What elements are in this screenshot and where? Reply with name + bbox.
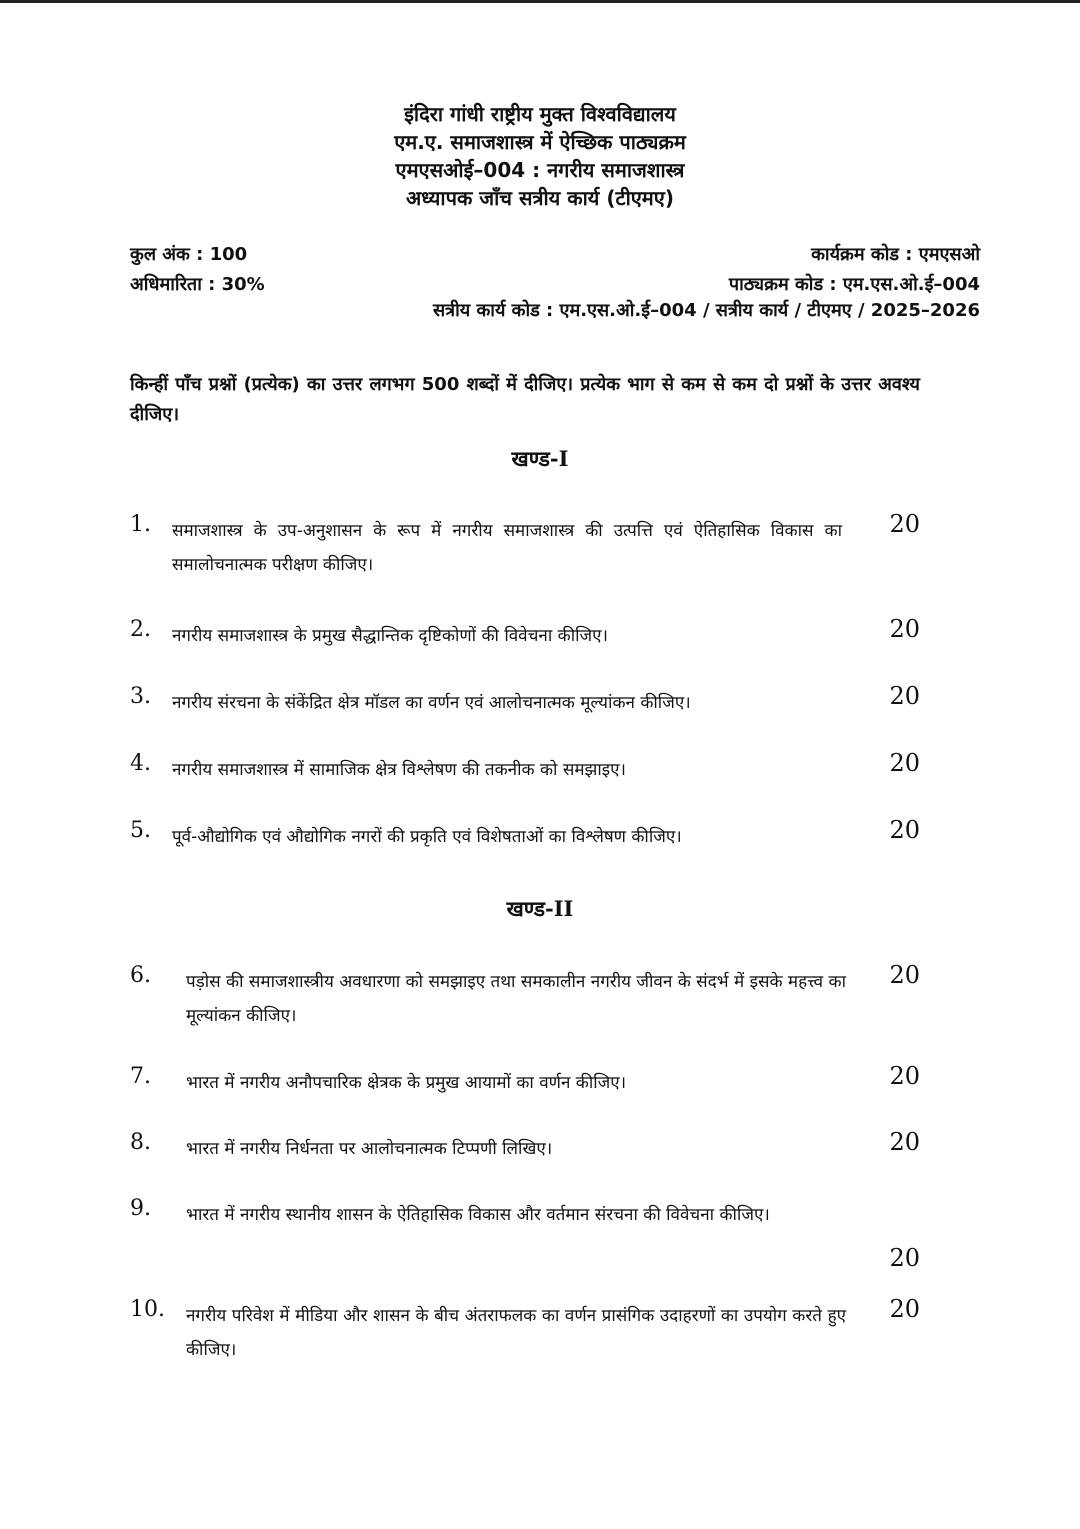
question-marks: 20 [889, 615, 920, 643]
programme-title: एम.ए. समाजशास्त्र में ऐच्छिक पाठ्यक्रम [394, 130, 686, 154]
question-item [130, 1064, 920, 1100]
question-text: पूर्व-औद्योगिक एवं औद्योगिक नगरों की प्रकृति एवं विशेषताओं का विश्लेषण कीजिए। [172, 827, 682, 847]
university-name: इंदिरा गांधी राष्ट्रीय मुक्त विश्वविद्यालय [404, 102, 676, 126]
question-number: 8. [130, 1130, 151, 1155]
question-marks: 20 [889, 816, 920, 844]
question-number: 5. [130, 818, 151, 843]
question-text: नगरीय संरचना के संकेंद्रित क्षेत्र मॉडल का वर्णन एवं आलोचनात्मक मूल्यांकन कीजिए। [172, 693, 691, 713]
question-item [130, 963, 920, 1033]
question-text: समाजशास्त्र के उप-अनुशासन के रूप में नगरीय समाजशास्त्र की उत्पत्ति एवं ऐतिहासिक विकास का समालोचनात्मक परीक्षण कीजिए। [172, 521, 842, 575]
question-item [130, 1130, 920, 1166]
question-number: 7. [130, 1064, 151, 1089]
question-number: 1. [130, 512, 151, 537]
total-marks: कुल अंक : 100 [130, 244, 248, 265]
question-text: भारत में नगरीय स्थानीय शासन के ऐतिहासिक विकास और वर्तमान संरचना की विवेचना कीजिए। [186, 1205, 770, 1225]
question-number: 3. [130, 684, 151, 709]
meta-row-2 [130, 272, 980, 300]
meta-row-1 [130, 242, 980, 270]
document-header [0, 100, 1080, 212]
question-marks: 20 [889, 1128, 920, 1156]
question-text: नगरीय परिवेश में मीडिया और शासन के बीच अंतराफलक का वर्णन प्रासंगिक उदाहरणों का उपयोग करते हुए कीजिए। [186, 1306, 846, 1360]
question-item [130, 1297, 920, 1367]
question-marks: 20 [889, 1062, 920, 1090]
question-item [130, 751, 920, 787]
question-number: 4. [130, 751, 151, 776]
question-marks: 20 [889, 1295, 920, 1323]
assignment-code: सत्रीय कार्य कोड : एम.एस.ओ.ई–004 / सत्रीय कार्य / टीएमए / 2025–2026 [432, 300, 980, 321]
question-number: 10. [130, 1297, 165, 1322]
question-item [130, 512, 920, 582]
question-text: पड़ोस की समाजशास्त्रीय अवधारणा को समझाइए तथा समकालीन नगरीय जीवन के संदर्भ में इसके महत्त्व का मूल्यांकन कीजिए। [186, 972, 846, 1026]
question-marks: 20 [889, 749, 920, 777]
question-marks: 20 [889, 961, 920, 989]
question-number: 6. [130, 963, 151, 988]
question-marks: 20 [889, 1244, 920, 1272]
assignment-title: अध्यापक जाँच सत्रीय कार्य (टीएमए) [406, 186, 674, 210]
question-number: 9. [130, 1196, 151, 1221]
top-border [0, 0, 1080, 3]
programme-code: कार्यक्रम कोड : एमएसओ [811, 244, 980, 265]
question-marks: 20 [889, 510, 920, 538]
section-title: खण्ड-II [506, 896, 574, 921]
question-item [130, 818, 920, 854]
question-item [130, 1196, 920, 1276]
course-title: एमएसओई–004 : नगरीय समाजशास्त्र [395, 158, 685, 182]
section-title: खण्ड-I [511, 446, 569, 471]
question-marks: 20 [889, 682, 920, 710]
question-text: नगरीय समाजशास्त्र के प्रमुख सैद्धान्तिक दृष्टिकोणों की विवेचना कीजिए। [172, 626, 608, 646]
question-item [130, 617, 920, 653]
question-text: भारत में नगरीय निर्धनता पर आलोचनात्मक टिप्पणी लिखिए। [186, 1139, 553, 1159]
question-number: 2. [130, 617, 151, 642]
question-item [130, 684, 920, 720]
course-code: पाठ्यक्रम कोड : एम.एस.ओ.ई–004 [728, 274, 980, 295]
weightage: अधिमारिता : 30% [130, 274, 265, 295]
question-text: नगरीय समाजशास्त्र में सामाजिक क्षेत्र विश्लेषण की तकनीक को समझाइए। [172, 760, 626, 780]
instructions: किन्हीं पाँच प्रश्नों (प्रत्येक) का उत्तर लगभग 500 शब्दों में दीजिए। प्रत्येक भाग से कम से कम दो प्रश्नों के उत्तर अवश्य दीजिए। [130, 374, 920, 425]
question-text: भारत में नगरीय अनौपचारिक क्षेत्रक के प्रमुख आयामों का वर्णन कीजिए। [186, 1073, 627, 1093]
